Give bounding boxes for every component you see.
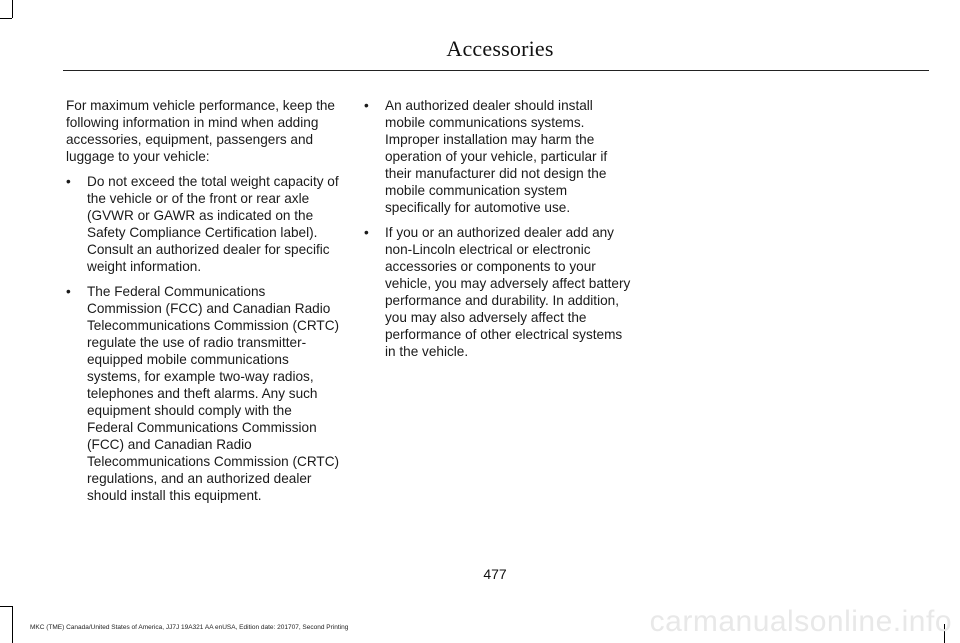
watermark: carmanualsonline.info bbox=[649, 605, 952, 638]
list-item bbox=[66, 283, 341, 504]
right-column bbox=[364, 97, 636, 368]
list-item-text: Do not exceed the total weight capacity of the vehicle or of the front or rear axle (GVWR or GAWR as indicated on the Safety Compliance Certification label). Consult an authorized dealer for specific weight information. bbox=[87, 174, 339, 274]
crop-mark-bottom-left-vertical bbox=[12, 606, 13, 643]
bullet-icon: • bbox=[364, 98, 369, 113]
crop-mark-bottom-left-horizontal bbox=[0, 606, 12, 607]
list-item-text: The Federal Communications Commission (FCC) and Canadian Radio Telecommunications Commission (CRTC) regulate the use of radio transmitter-equipped mobile communications systems, for example two-way radios, telephones and theft alarms. Any such equipment should comply with the Federal Communications Commission (FCC) and Canadian Radio Telecommunications Commission (CRTC) regulations, and an authorized dealer should install this equipment. bbox=[87, 284, 340, 503]
list-item bbox=[66, 173, 341, 275]
crop-mark-top-left-horizontal bbox=[0, 18, 12, 19]
section-title: Accessories bbox=[446, 36, 554, 61]
footer-edition-info: MKC (TME) Canada/United States of America, JJ7J 19A321 AA enUSA, Edition date: 201707, Second Printing bbox=[30, 624, 349, 631]
intro-paragraph: For maximum vehicle performance, keep the following information in mind when adding accessories, equipment, passengers and luggage to your vehicle: bbox=[66, 98, 335, 164]
crop-mark-top-left-vertical bbox=[12, 0, 13, 18]
left-column bbox=[66, 97, 341, 512]
header-rule bbox=[63, 70, 929, 71]
bullet-icon: • bbox=[66, 284, 71, 299]
list-item bbox=[364, 97, 636, 216]
bullet-icon: • bbox=[364, 225, 369, 240]
list-item-text: An authorized dealer should install mobile communications systems. Improper installation may harm the operation of your vehicle, particular if their manufacturer did not design the mobile communication system specifically for automotive use. bbox=[385, 98, 608, 215]
right-bullet-list bbox=[364, 97, 636, 360]
list-item-text: If you or an authorized dealer add any non-Lincoln electrical or electronic accessories or components to your vehicle, you may adversely affect battery performance and durability. In addition, you may also adversely affect the performance of other electrical systems in the vehicle. bbox=[385, 225, 631, 359]
bullet-icon: • bbox=[66, 174, 71, 189]
list-item bbox=[364, 224, 636, 360]
left-bullet-list bbox=[66, 173, 341, 504]
page-number: 477 bbox=[483, 566, 507, 582]
